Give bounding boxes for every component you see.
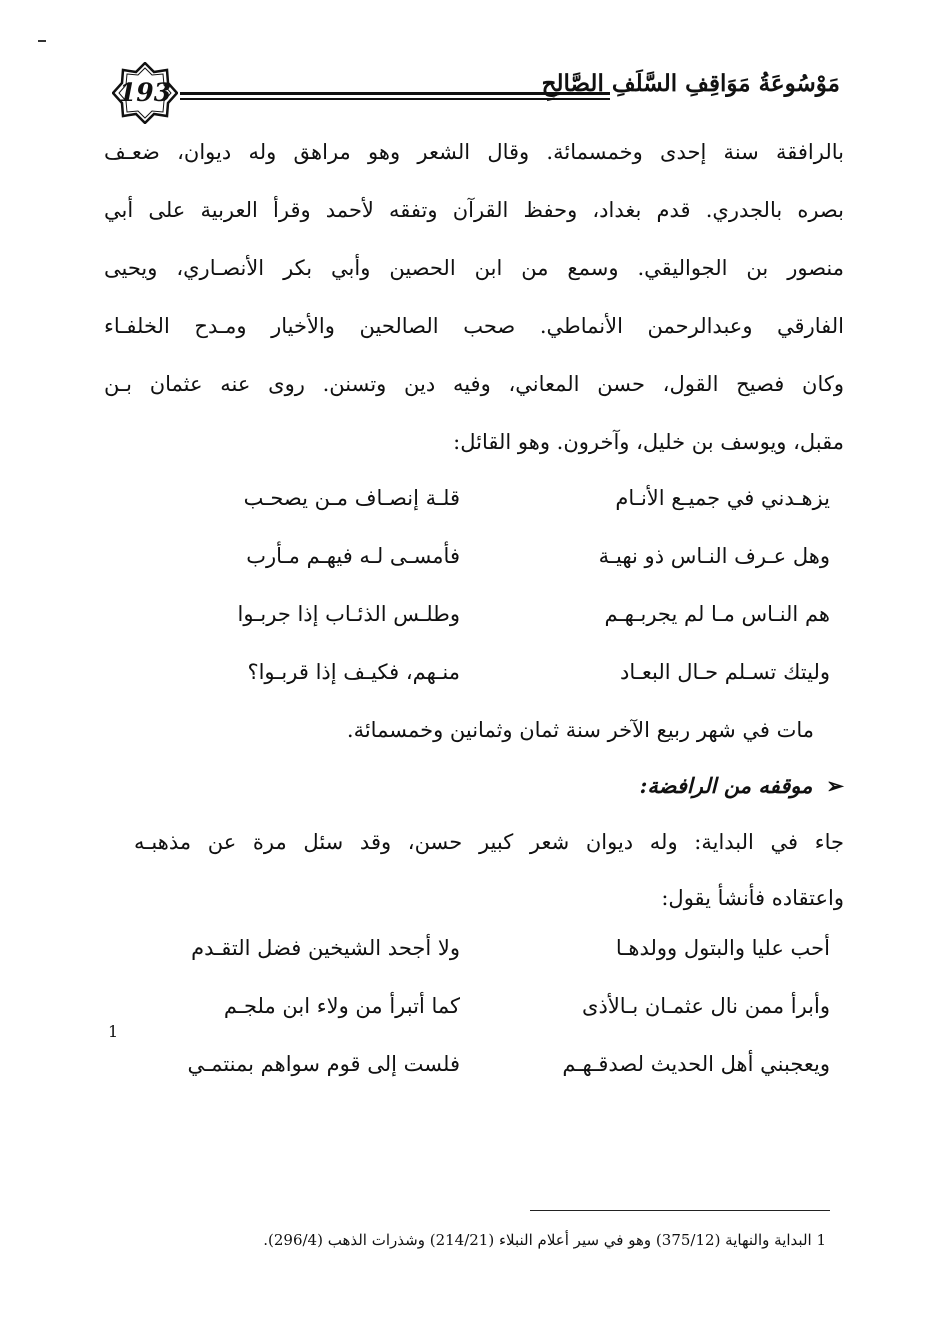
bio-line: مقبل، ويوسف بن خليل، وآخرون. وهو القائل: (453, 430, 844, 454)
verse-first-hemistich: أحب عليا والبتول وولدهـا (615, 936, 830, 960)
arrow-bullet-icon: ➢ (826, 773, 844, 798)
verse-first-hemistich: وأبرأ ممن نال عثمـان بـالأذى (582, 994, 830, 1018)
verse-second-hemistich: فأمسـى لـه فيهـم مـأرب (246, 544, 460, 568)
bio-line: الفارقي وعبدالرحمن الأنماطي. صحب الصالحين والأخيار ومـدح الخلفـاء (104, 314, 844, 338)
stance-line: جاء في البداية: وله ديوان شعر كبير حسن، وقد سئل مرة عن مذهبـه (134, 830, 844, 854)
verse-first-hemistich: يزهـدني في جميـع الأنـام (615, 486, 830, 510)
stance-line: واعتقاده فأنشأ يقول: (661, 886, 844, 910)
bio-line: وكان فصيح القول، حسن المعاني، وفيه دين وتسنن. روى عنه عثمان بـن (104, 372, 844, 396)
verse-first-hemistich: هم النـاس مـا لم يجربـهـم (604, 602, 830, 626)
page-header (100, 58, 840, 128)
verse (100, 1044, 830, 1084)
verse-first-hemistich: ويعجبني أهل الحديث لصدقـهـم (562, 1052, 830, 1076)
verse-second-hemistich: منـهم، فكيـف إذا قربـوا؟ (247, 660, 460, 684)
footnote: 1 البداية والنهاية (375/12) وهو في سير أعلام النبلاء (214/21) وشذرات الذهب (296/4). (263, 1231, 826, 1249)
verse-second-hemistich: وطلـس الذئـاب إذا جربـوا (237, 602, 460, 626)
footnote-separator (530, 1210, 830, 1211)
book-title: مَوْسُوعَةُ مَوَاقِفِ السَّلَفِ الصَّالِحِ (541, 70, 840, 97)
section-heading (104, 766, 844, 806)
bio-line: منصور بن الجواليقي. وسمع من ابن الحصين وأبي بكر الأنصـاري، ويحيى (104, 256, 844, 280)
bio-line: بصره بالجدري. قدم بغداد، وحفظ القرآن وتفقه لأحمد وقرأ العربية على أبي (104, 198, 844, 222)
verse-second-hemistich: قلـة إنصـاف مـن يصحـب (243, 486, 460, 510)
scan-mark (38, 40, 46, 42)
verse (100, 986, 830, 1026)
death-note: مات في شهر ربيع الآخر سنة ثمان وثمانين وخمسمائة. (346, 718, 814, 742)
verse (100, 536, 830, 576)
verse (100, 652, 830, 692)
verse-first-hemistich: وهل عـرف النـاس ذو نهيـة (598, 544, 830, 568)
verse (100, 478, 830, 518)
verse-second-hemistich: ولا أجحد الشيخين فضل التقـدم (191, 936, 460, 960)
page-number-badge (112, 62, 178, 124)
verse-second-hemistich: فلست إلى قوم سواهم بمنتمـي (187, 1052, 460, 1076)
bio-line: بالرافقة سنة إحدى وخمسمائة. وقال الشعر وهو مراهق وله ديوان، ضعـف (104, 140, 844, 164)
verse-first-hemistich: وليتك تسـلم حـال البعـاد (620, 660, 830, 684)
section-heading-text: موقفه من الرافضة: (639, 773, 813, 798)
footnote-reference: 1 (108, 1022, 119, 1041)
header-rule-thin (180, 98, 610, 100)
page-number: 193 (118, 78, 172, 107)
verse (100, 594, 830, 634)
verse (100, 928, 830, 968)
verse-second-hemistich: كما أتبرأ من ولاء ابن ملجـم (223, 994, 460, 1018)
